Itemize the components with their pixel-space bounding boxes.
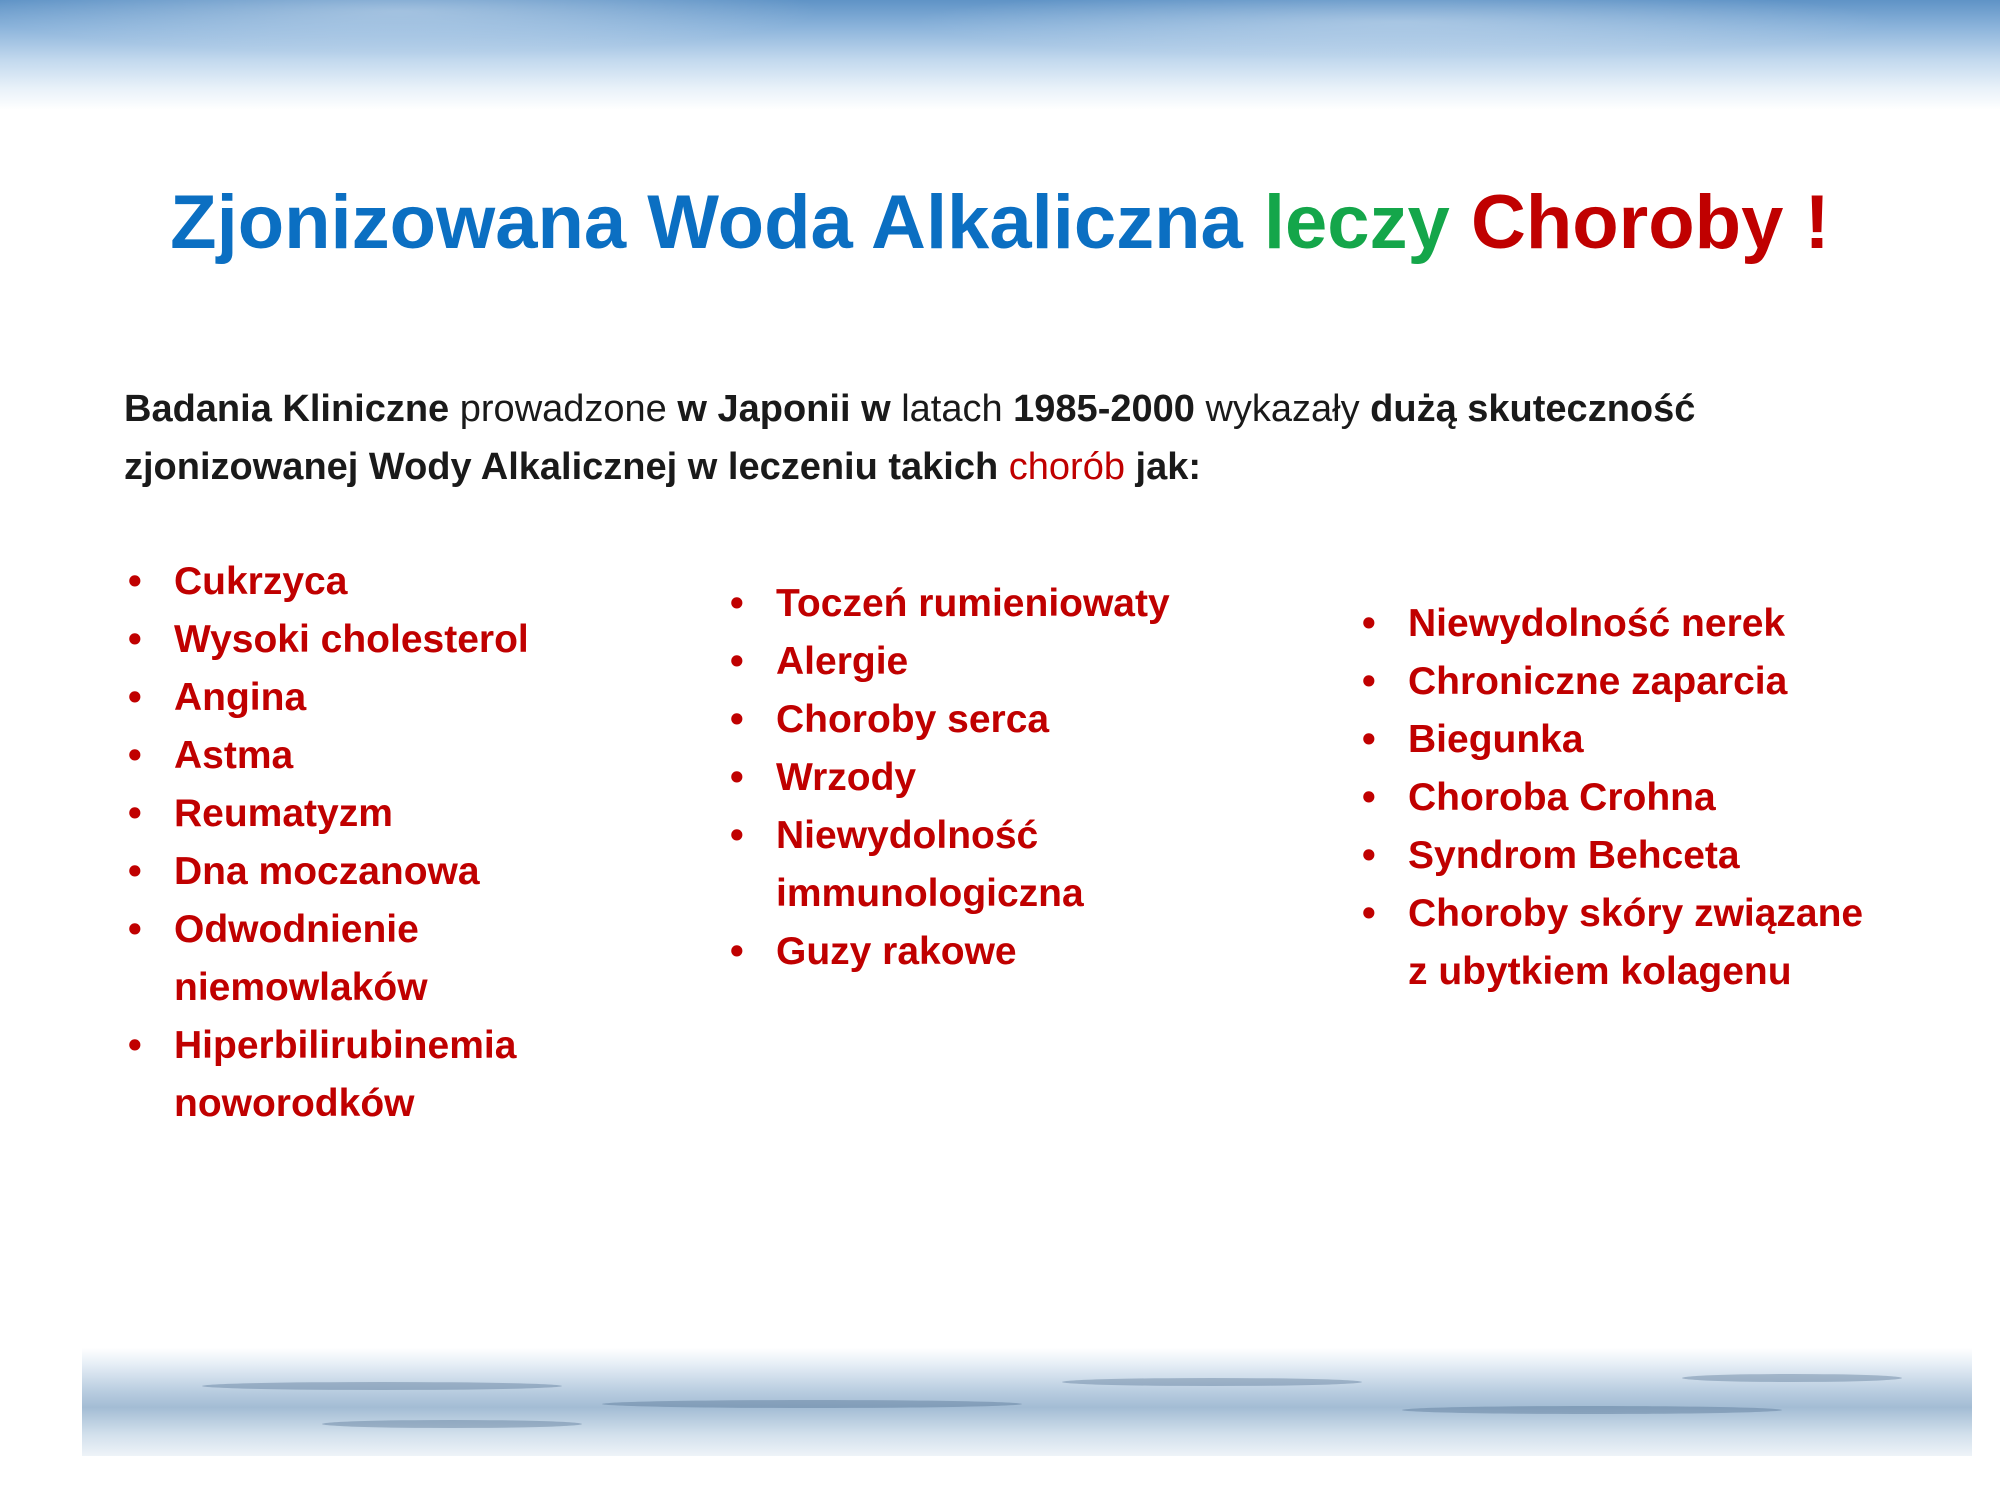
intro-text: prowadzone: [459, 388, 667, 430]
disease-item-label: • Wysoki cholesterol: [174, 618, 529, 661]
disease-item: [728, 691, 1328, 749]
disease-item: [126, 727, 646, 785]
disease-item-label: • Reumatyzm: [174, 792, 393, 835]
disease-item: [728, 923, 1328, 981]
disease-item: [728, 575, 1328, 633]
intro-text: Badania Kliniczne: [124, 388, 450, 430]
disease-list-column-3: [1360, 595, 1960, 1001]
disease-item-label: z ubytkiem kolagenu: [1408, 950, 1792, 993]
disease-item: [126, 901, 646, 1017]
disease-item: [1360, 595, 1960, 653]
disease-item-label: • Hiperbilirubinemia: [174, 1024, 517, 1067]
disease-item: [126, 785, 646, 843]
disease-item: [1360, 711, 1960, 769]
intro-text: w Japonii w: [677, 388, 891, 430]
disease-item-label: • Niewydolność nerek: [1408, 602, 1786, 645]
disease-item-label: • Guzy rakowe: [776, 930, 1017, 973]
disease-item-label: • Wrzody: [776, 756, 917, 799]
disease-list-column-1: [126, 553, 646, 1133]
disease-list-column-2: [728, 575, 1328, 981]
disease-item: [126, 611, 646, 669]
title-part-blue: Zjonizowana Woda Alkaliczna: [170, 180, 1243, 265]
disease-item: [728, 633, 1328, 691]
top-sky-banner: [0, 0, 2000, 110]
disease-item: [1360, 769, 1960, 827]
disease-item-label: • Choroba Crohna: [1408, 776, 1716, 819]
disease-item-label: • Syndrom Behceta: [1408, 834, 1740, 877]
disease-item: [728, 749, 1328, 807]
disease-item-label: noworodków: [174, 1082, 415, 1125]
disease-item-label: • Choroby skóry związane: [1408, 892, 1864, 935]
disease-item: [126, 553, 646, 611]
disease-item-label: • Alergie: [776, 640, 909, 683]
disease-item-label: • Chroniczne zaparcia: [1408, 660, 1788, 703]
disease-item: [126, 1017, 646, 1133]
disease-item: [126, 669, 646, 727]
disease-item-label: • Angina: [174, 676, 307, 719]
disease-item-label: • Dna moczanowa: [174, 850, 480, 893]
disease-item: [1360, 885, 1960, 1001]
intro-text: dużą skuteczność zjonizowanej Wody Alkalicznej w leczeniu takich: [124, 388, 1696, 488]
disease-item: [1360, 653, 1960, 711]
disease-item-label: • Biegunka: [1408, 718, 1584, 761]
slide-title: [0, 178, 2000, 268]
disease-item-label: immunologiczna: [776, 872, 1084, 915]
intro-text: wykazały: [1205, 388, 1360, 430]
disease-item-label: • Odwodnienie: [174, 908, 419, 951]
disease-item: [126, 843, 646, 901]
disease-item-label: niemowlaków: [174, 966, 428, 1009]
disease-item: [728, 807, 1328, 923]
disease-item: [1360, 827, 1960, 885]
disease-item-label: • Toczeń rumieniowaty: [776, 582, 1170, 625]
intro-paragraph: [124, 380, 1904, 496]
disease-item-label: • Niewydolność: [776, 814, 1039, 857]
intro-text: jak:: [1135, 446, 1202, 488]
intro-highlight: chorób: [1008, 446, 1125, 488]
intro-text: 1985-2000: [1013, 388, 1195, 430]
title-part-red: Choroby !: [1470, 180, 1830, 265]
disease-item-label: • Astma: [174, 734, 294, 777]
disease-item-label: • Cukrzyca: [174, 560, 348, 603]
title-part-green: leczy: [1263, 180, 1450, 265]
intro-text: latach: [901, 388, 1003, 430]
bottom-water-banner: [82, 1348, 1972, 1456]
disease-item-label: • Choroby serca: [776, 698, 1050, 741]
